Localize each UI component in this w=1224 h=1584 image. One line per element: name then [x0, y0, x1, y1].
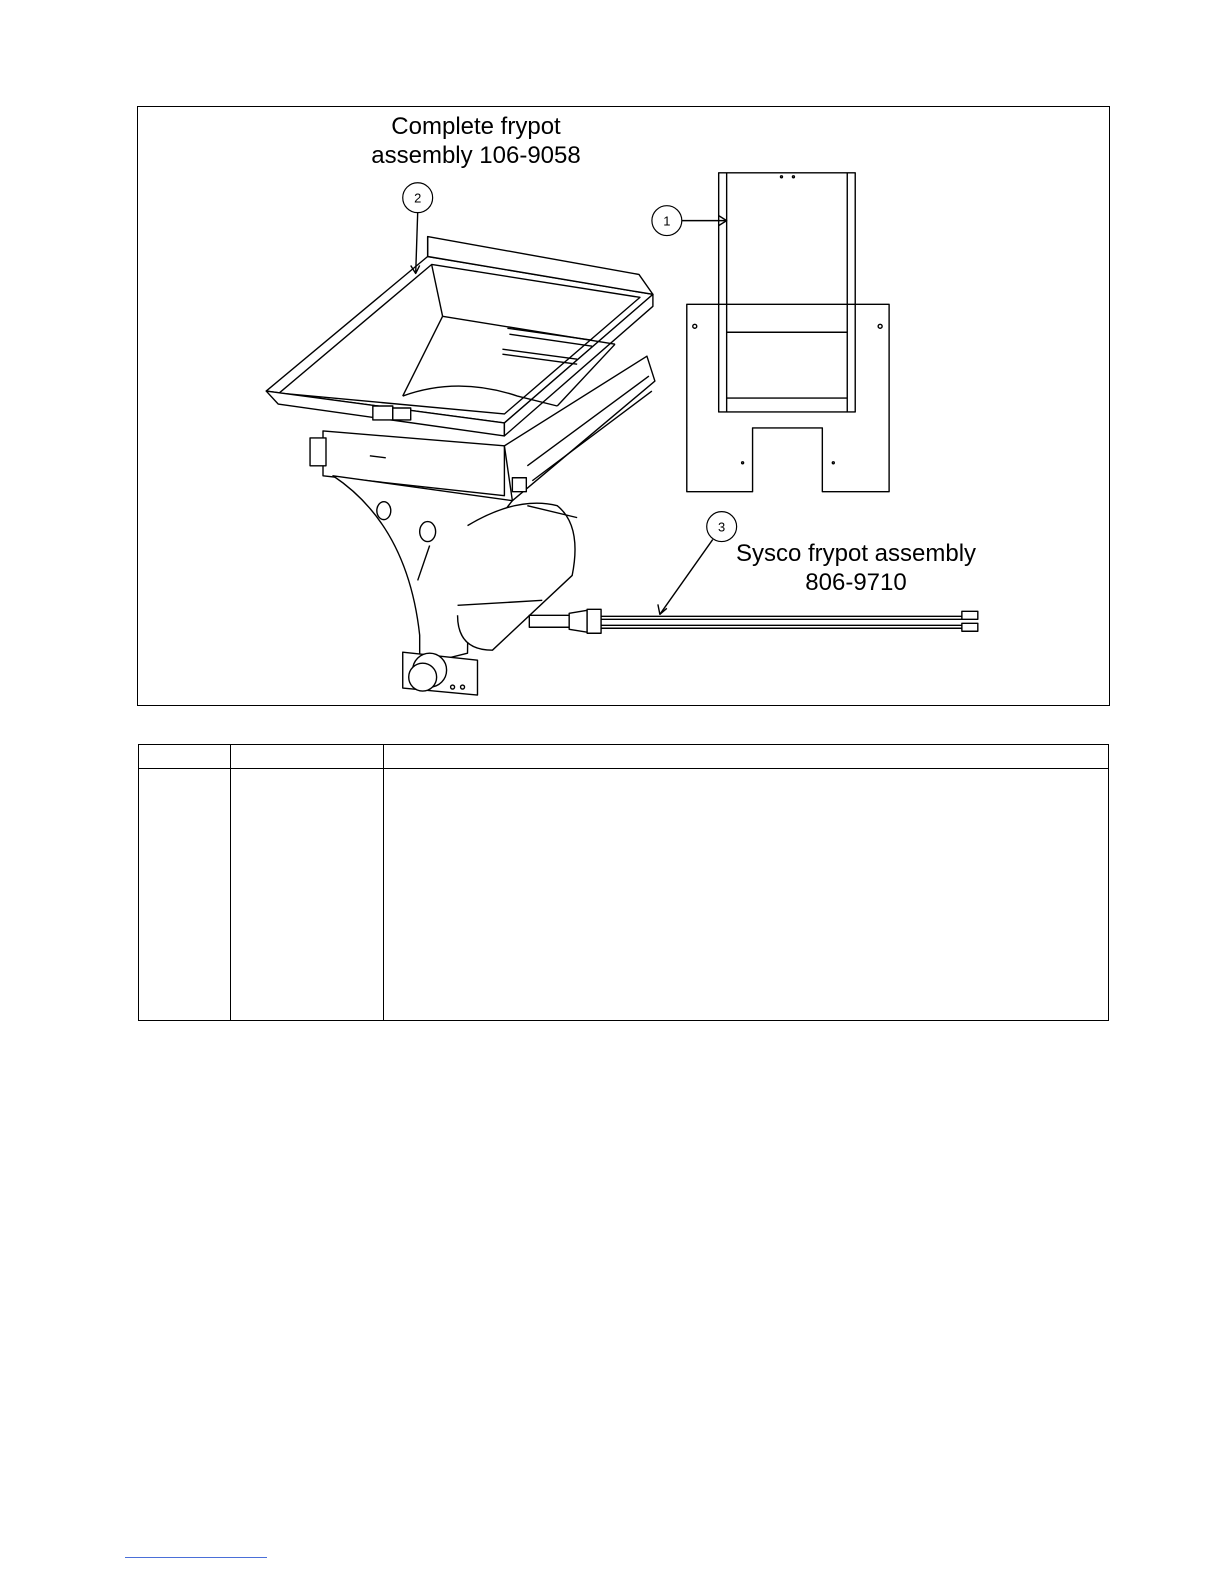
callout-3	[707, 512, 737, 542]
footer-link-underline	[125, 1557, 267, 1558]
callout-1	[652, 206, 682, 236]
complete-frypot-caption	[336, 112, 616, 170]
parts-table	[138, 744, 1109, 1021]
parts-drawing	[138, 107, 1109, 705]
probe-drawing	[529, 609, 978, 633]
table-row	[139, 769, 1109, 1021]
sysco-frypot-caption-line2: 806-9710	[805, 569, 907, 596]
parts-figure	[137, 106, 1110, 706]
description-column-header	[384, 745, 1109, 769]
callout-number-3: 3	[718, 519, 726, 535]
item-cell	[139, 769, 231, 1021]
parts-table-header-row	[139, 745, 1109, 769]
sysco-frypot-caption-line1: Sysco frypot assembly	[735, 540, 977, 567]
sysco-frypot-caption	[722, 539, 990, 597]
item-column-header	[139, 745, 231, 769]
description-cell	[384, 769, 1109, 1021]
callout-2	[403, 183, 433, 213]
callout-number-2: 2	[414, 190, 422, 206]
complete-frypot-caption-line1: Complete frypot	[391, 113, 561, 140]
complete-frypot-caption-line2: assembly 106-9058	[371, 142, 581, 169]
part-number-cell	[231, 769, 384, 1021]
part-number-column-header	[231, 745, 384, 769]
callout-number-1: 1	[663, 213, 671, 229]
